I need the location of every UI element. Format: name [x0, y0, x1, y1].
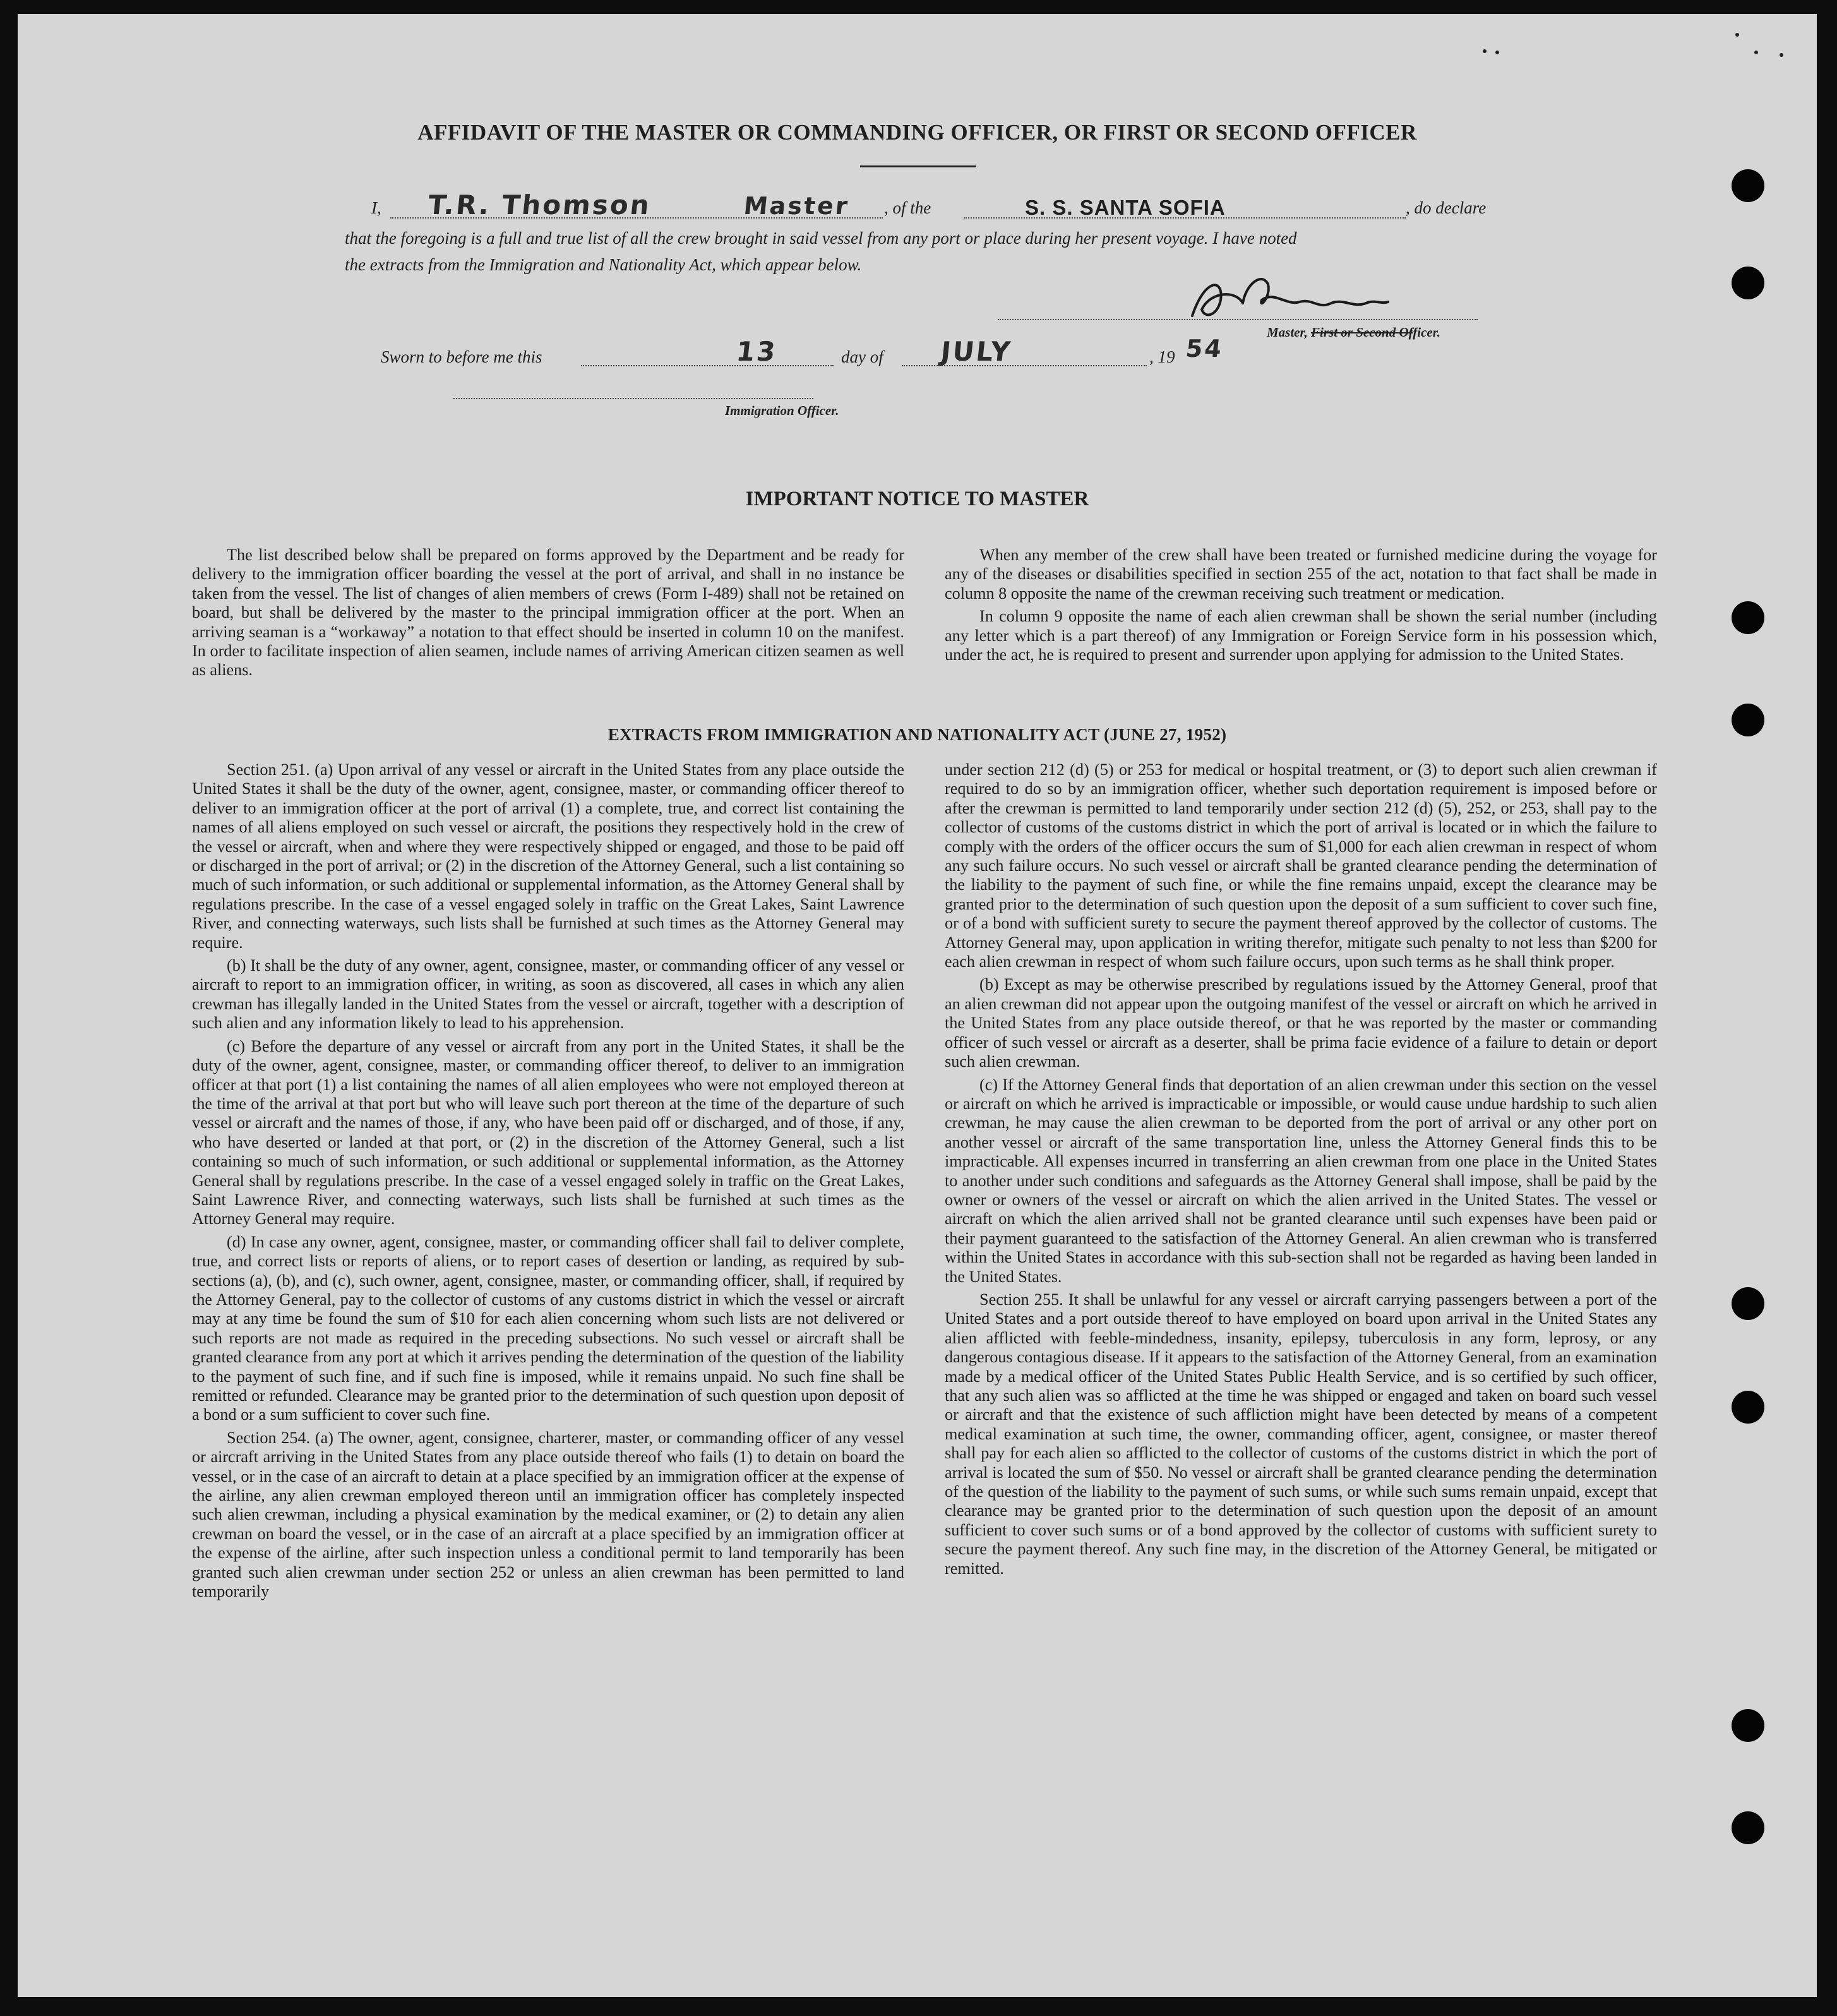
master-signature — [1186, 265, 1394, 332]
notice-paragraph: In column 9 opposite the name of each alien crewman shall be shown the serial number (including any letter which is a part thereof) of any Immigration or Foreign Service form in his possession which, under the act, he is required to present and surrender upon applying for admission to the United States. — [945, 607, 1657, 664]
declaration-line-2: that the foregoing is a full and true list of all the crew brought in said vessel from any port or place during her present voyage. I have noted — [345, 229, 1297, 248]
scan-speck — [1780, 53, 1783, 57]
master-rank: Master — [742, 192, 851, 220]
sworn-day-line — [581, 365, 834, 366]
notice-paragraph: When any member of the crew shall have been treated or furnished medicine during the voyage for any of the diseases or disabilities specified in section 255 of the act, notation to that fact shall be made in column 8 opposite the name of the crewman receiving such treatment or medication. — [945, 546, 1657, 603]
notice-title: IMPORTANT NOTICE TO MASTER — [745, 488, 1089, 510]
year-prefix: , 19 — [1149, 347, 1175, 366]
punch-hole — [1732, 1709, 1764, 1742]
sworn-month-line — [902, 365, 1147, 366]
extracts-right-column — [945, 760, 1657, 1578]
punch-hole — [1732, 1811, 1764, 1844]
extract-paragraph: (c) Before the departure of any vessel or aircraft from any port in the United States, it shall be the duty of the owner, agent, consignee, master, or commanding officer thereof, to deliver to an immigration officer at that port (1) a list containing the names of all alien employees who were not employed thereon at the time of the arrival at that port but who will leave such port thereon at the time of the departure of such vessel or aircraft and the names of those, if any, who have been paid off or discharged, and of those, if any, who have deserted or landed at that port, or (2) in the discretion of the Attorney General, such a list containing so much of such information, or such additional or supplemental information, as the Attorney General shall by regulations prescribe. In the case of a vessel engaged solely in traffic on the Great Lakes, Saint Lawrence River, and connecting waterways, such lists shall be furnished at such times as the Attorney General may require. — [192, 1036, 904, 1228]
officer-signature-line — [453, 398, 813, 399]
master-name: T.R. Thomson — [426, 189, 653, 220]
vessel-name: S. S. SANTA SOFIA — [1025, 196, 1226, 219]
extract-paragraph: (d) In case any owner, agent, consignee, master, or commanding officer shall fail to deliver complete, true, and correct lists or reports of aliens, or to report cases of desertion or landing, as required by sub-sections (a), (b), and (c), such owner, agent, consignee, master, or commanding officer, shall, if required by the Attorney General, pay to the collector of customs of any customs district in which the vessel or aircraft may at any time be found the sum of $10 for each alien concerning whom such lists are not delivered or such reports are not made as required in the preceding subsections. No such vessel or aircraft shall be granted clearance from any port at which it arrives pending the determination of the question of the liability to the payment of such fine, and if such fine is imposed, while it remains unpaid. No such fine shall be remitted or refunded. Clearance may be granted prior to the determination of such question upon deposit of a bond or a sum sufficient to cover such fine. — [192, 1232, 904, 1424]
signature-caption-struck: First or Second Of — [1311, 325, 1413, 340]
scan-speck — [1483, 49, 1487, 53]
extract-paragraph: (c) If the Attorney General finds that deportation of an alien crewman under this section on the vessel or aircraft on which he arrived is impracticable or impossible, or would cause undue hardship to such alien crewman, he may cause the alien crewman to be deported from the port of arrival or any other port on another vessel or aircraft of the same transportation line, unless the Attorney General finds this to be impracticable. All expenses incurred in transferring an alien crewman from one place in the United States to another under such conditions and safeguards as the Attorney General shall impose, shall be paid by the owner or owners of the vessel or aircraft on which the alien arrived in the United States. The vessel or aircraft on which the alien arrived shall not be granted clearance until such expenses have been paid or their payment guaranteed to the satisfaction of the Attorney General. An alien crewman who is transferred within the United States in accordance with this sub-section shall not be regarded as having been landed in the United States. — [945, 1075, 1657, 1286]
extracts-left-column — [192, 760, 904, 1601]
scan-speck — [1735, 33, 1739, 37]
signature-caption — [1267, 325, 1440, 340]
extracts-title: EXTRACTS FROM IMMIGRATION AND NATIONALITY ACT (JUNE 27, 1952) — [607, 725, 1227, 744]
notice-right-column — [945, 546, 1657, 664]
sworn-label: Sworn to before me this — [381, 347, 542, 366]
signature-caption-suffix: ficer. — [1413, 325, 1440, 340]
punch-hole — [1732, 1287, 1764, 1320]
extract-paragraph: Section 251. (a) Upon arrival of any vessel or aircraft in the United States from any place outside the United States it shall be the duty of the owner, agent, consignee, master, or commanding officer thereof to deliver to an immigration officer at the port of arrival (1) a complete, true, and correct list containing the names of all aliens employed on such vessel or aircraft, the positions they respectively hold in the crew of the vessel or aircraft, when and where they were respectively shipped or engaged, and those to be paid off or discharged in the port of arrival; or (2) in the discretion of the Attorney General, such a list containing so much of such information, or such additional or supplemental information, as the Attorney General shall by regulations prescribe. In the case of a vessel engaged solely in traffic on the Great Lakes, Saint Lawrence River, and connecting waterways, such lists shall be furnished at such times as the Attorney General may require. — [192, 760, 904, 952]
title-rule — [860, 165, 976, 167]
do-declare-label: , do declare — [1406, 198, 1487, 217]
scan-speck — [1754, 51, 1758, 54]
signature-caption-prefix: Master, — [1267, 325, 1308, 340]
scan-speck — [1495, 51, 1499, 54]
of-the-label: , of the — [884, 198, 931, 217]
punch-hole — [1732, 704, 1764, 736]
punch-hole — [1732, 267, 1764, 299]
notice-left-column — [192, 546, 904, 680]
extract-paragraph: Section 254. (a) The owner, agent, consignee, charterer, master, or commanding officer of any vessel or aircraft arriving in the United States from any place outside thereof who fails (1) to detain on board the vessel, or in the case of an aircraft to detain at a place specified by an immigration officer at the expense of the airline, any alien crewman employed thereon until an immigration officer has completely inspected such alien crewman, including a physical examination by the medical examiner, or (2) to detain any alien crewman on board the vessel, or in the case of an aircraft at a place specified by an immigration officer at the expense of the airline, after such inspection unless a conditional permit to land temporarily has been granted such alien crewman under section 252 or unless an alien crewman has been permitted to land temporarily — [192, 1428, 904, 1601]
punch-hole — [1732, 1391, 1764, 1424]
punch-hole — [1732, 169, 1764, 202]
notice-paragraph: The list described below shall be prepared on forms approved by the Department and be ready for delivery to the immigration officer boarding the vessel at the port of arrival, and shall in no instance be taken from the vessel. The list of changes of alien members of crews (Form I-489) shall not be retained on board, but shall be delivered by the master to the principal immigration officer at the port. When an arriving seaman is a “workaway” a notation to that effect should be inserted in column 10 on the manifest. In order to facilitate inspection of alien seamen, include names of arriving American citizen seamen as well as aliens. — [192, 546, 904, 680]
extract-paragraph: under section 212 (d) (5) or 253 for medical or hospital treatment, or (3) to deport such alien crewman if required to do so by an immigration officer, whether such deportation requirement is imposed before or after the crewman is permitted to land temporarily under section 212 (d) (5), 252, or 253, shall pay to the collector of customs of the customs district in which the port of arrival is located or in which the failure to comply with the orders of the officer occurs the sum of $1,000 for each alien crewman in respect of whom any such failure occurs. No such vessel or aircraft shall be granted clearance pending the determination of the liability to the payment of such fine, or while the fine remains unpaid, except the clearance may be granted prior to the determination of such question upon the deposit of a sum sufficient to cover such fine, or of a bond with sufficient surety to secure the payment thereof approved by the collector of customs. The Attorney General may, upon application in writing therefor, mitigate such penalty to not less than $200 for each alien crewman in respect of whom such failure occurs, upon such terms as he shall think proper. — [945, 760, 1657, 971]
extract-paragraph: Section 255. It shall be unlawful for any vessel or aircraft carrying passengers between a port of the United States and a port outside thereof to have employed on board upon arrival in the United States any alien afflicted with feeble-mindedness, insanity, epilepsy, tuberculosis in any form, leprosy, or any dangerous contagious disease. If it appears to the satisfaction of the Attorney General, from an examination made by a medical officer of the United States Public Health Service, and is so certified by such officer, that any such alien was so afflicted at the time he was shipped or engaged and taken on board such vessel or aircraft and that the existence of such affliction might have been detected by means of a competent medical examination at such time, the owner, commanding officer, agent, consignee, or master thereof shall pay for each alien so afflicted to the collector of customs of the customs district in which the port of arrival is located the sum of $50. No vessel or aircraft shall be granted clearance pending the determination of the question of the liability to the payment of such sums, or while such sums remain unpaid, except that clearance may be granted prior to the determination of such question upon the deposit of an amount sufficient to cover such sums or of a bond approved by the collector of customs with sufficient surety to secure the payment thereof. Any such fine may, in the discretion of the Attorney General, be mitigated or remitted. — [945, 1290, 1657, 1578]
extract-paragraph: (b) Except as may be otherwise prescribed by regulations issued by the Attorney General, proof that an alien crewman did not appear upon the outgoing manifest of the vessel or aircraft on which he arrived in the United States from any place outside thereof, or that he was reported by the master or commanding officer of such vessel or aircraft as a deserter, shall be prima facie evidence of a failure to detain or deport such alien crewman. — [945, 975, 1657, 1071]
sworn-day: 13 — [734, 336, 779, 367]
officer-caption: Immigration Officer. — [725, 403, 839, 418]
affidavit-title: AFFIDAVIT OF THE MASTER OR COMMANDING OFFICER, OR FIRST OR SECOND OFFICER — [417, 120, 1417, 145]
year-suffix: 54 — [1184, 335, 1225, 363]
i-label: I, — [371, 198, 381, 217]
day-of-label: day of — [841, 347, 883, 366]
declaration-line-3: the extracts from the Immigration and Nationality Act, which appear below. — [345, 255, 862, 274]
extract-paragraph: (b) It shall be the duty of any owner, agent, consignee, master, or commanding officer of any vessel or aircraft to report to an immigration officer, in writing, as soon as discovered, all cases in which any alien crewman has illegally landed in the United States from the vessel or aircraft, together with a description of such alien and any information likely to lead to his apprehension. — [192, 956, 904, 1033]
sworn-month: JULY — [939, 336, 1014, 367]
punch-hole — [1732, 601, 1764, 634]
affidavit-page — [18, 14, 1817, 1997]
